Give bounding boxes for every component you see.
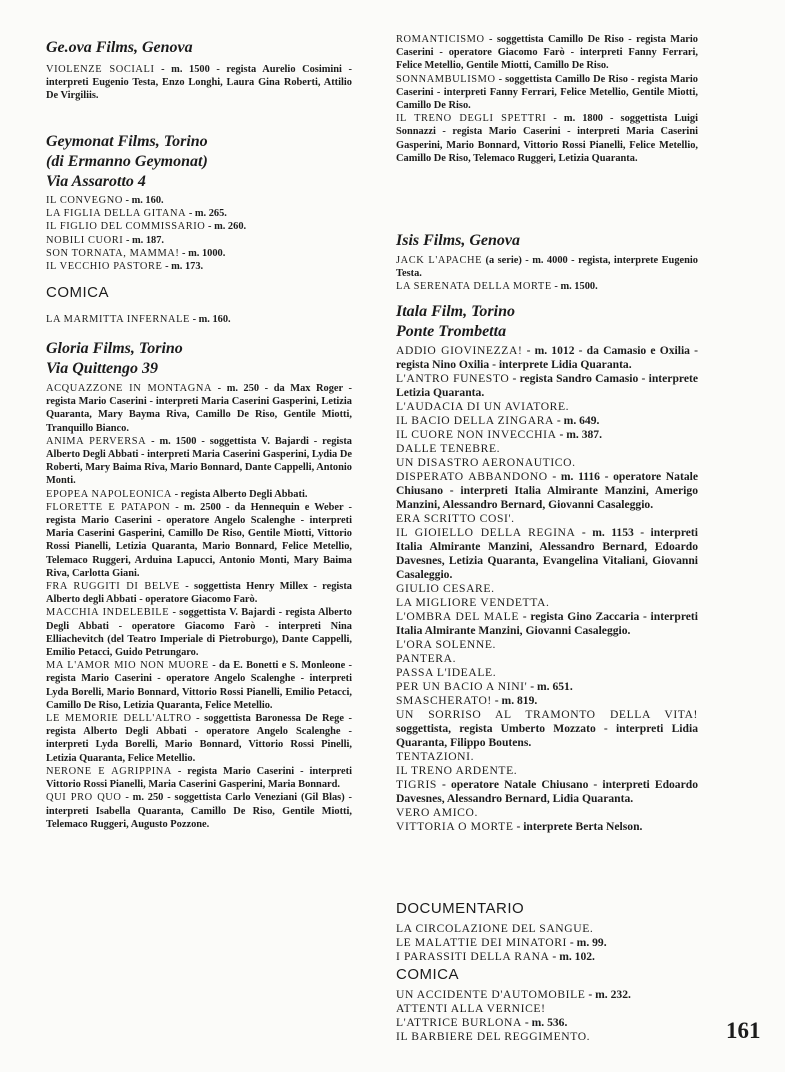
film-title: VIOLENZE SOCIALI xyxy=(46,64,155,75)
film-details: - soggettista V. Bajardi - regista Alberto Degli Abbati - operatore Giacomo Farò - interpreti Nina Elliachevitch (del Teatro Imperiale di Pietroburgo), Dante Cappelli, Emilio Petacci, Guido Petrungaro. xyxy=(46,607,352,659)
film-entry xyxy=(396,400,698,414)
film-title: PASSA L'IDEALE. xyxy=(396,666,497,679)
studio-heading xyxy=(396,302,698,342)
film-details: - m. 1000. xyxy=(179,247,226,259)
film-title: IL GIOIELLO DELLA REGINA xyxy=(396,526,576,539)
film-title: LA MIGLIORE VENDETTA. xyxy=(396,596,550,609)
film-title: LA SERENATA DELLA MORTE xyxy=(396,281,552,293)
film-title: EPOPEA NAPOLEONICA xyxy=(46,488,172,500)
film-details: - regista Sandro Camasio - interprete Letizia Quaranta. xyxy=(396,372,698,399)
film-details: - interprete Berta Nelson. xyxy=(513,820,643,833)
film-details: - m. 1012 - da Camasio e Oxilia - regista Nino Oxilia - interprete Lidia Quaranta. xyxy=(396,344,698,371)
film-title: IL VECCHIO PASTORE xyxy=(46,261,163,273)
genre-heading: COMICA xyxy=(46,284,109,301)
page-number: 161 xyxy=(726,1018,761,1043)
film-details: - m. 99. xyxy=(567,936,607,949)
film-title: UN ACCIDENTE D'AUTOMOBILE xyxy=(396,988,586,1001)
film-details: - soggettista Baronessa De Rege - regista Alberto Degli Abbati - operatore Angelo Scalenghe - interpreti Lyda Borelli, Mario Bonnard, Vittorio Rossi Pinelli, Letizia Quaranta, Felice Metellio. xyxy=(46,713,352,764)
film-entry xyxy=(396,428,698,442)
film-title: LE MEMORIE DELL'ALTRO xyxy=(46,713,192,725)
film-title: I PARASSITI DELLA RANA xyxy=(396,950,550,963)
film-title: L'ANTRO FUNESTO xyxy=(396,372,510,385)
film-title: NOBILI CUORI xyxy=(46,234,124,246)
film-entry xyxy=(46,247,352,260)
film-entry xyxy=(46,659,352,712)
film-list xyxy=(396,344,698,834)
studio-heading-line: Ponte Trombetta xyxy=(396,323,507,340)
film-entry xyxy=(396,582,698,596)
film-entry xyxy=(396,638,698,652)
studio-heading-line: Via Assarotto 4 xyxy=(46,173,146,190)
film-entry xyxy=(46,382,352,435)
film-entry xyxy=(396,596,698,610)
film-details: - soggettista Henry Millex - regista Alberto degli Abbati - operatore Giacomo Farò. xyxy=(46,581,352,606)
film-details: - m. 819. xyxy=(491,694,538,707)
film-title: SONNAMBULISMO xyxy=(396,73,496,85)
film-entry xyxy=(396,666,698,680)
film-entry xyxy=(396,442,698,456)
film-entry xyxy=(396,372,698,400)
film-entry xyxy=(46,580,352,606)
film-details: - m. 1116 - operatore Natale Chiusano - interpreti Italia Almirante Manzini, Amerigo Manzini, Alessandro Bernard, Giovanni Casaleggio. xyxy=(396,470,698,511)
film-title: IL TRENO DEGLI SPETTRI xyxy=(396,113,547,125)
film-entry xyxy=(396,820,698,834)
film-title: UN SORRISO AL TRAMONTO DELLA VITA! xyxy=(396,708,698,721)
film-entry xyxy=(396,680,698,694)
film-title: PER UN BACIO A NINI' xyxy=(396,680,528,693)
film-list xyxy=(46,194,352,273)
film-entry xyxy=(46,63,352,103)
film-details: - m. 1500 - soggettista V. Bajardi - regista Alberto Degli Abbati - interpreti Maria Caserini Gasperini, Lydia De Roberti, Mary Baima Riva, Mario Bonnard, Dante Cappelli, Antonio Monti. xyxy=(46,435,352,487)
film-title: SMASCHERATO! xyxy=(396,694,492,707)
film-list xyxy=(46,313,352,326)
film-entry xyxy=(46,501,352,580)
film-list xyxy=(396,33,698,165)
studio-heading-line: Ge.ova Films, Genova xyxy=(46,39,193,56)
film-title: LA MARMITTA INFERNALE xyxy=(46,314,190,325)
film-title: TENTAZIONI. xyxy=(396,750,475,763)
film-entry xyxy=(46,313,352,326)
film-title: GIULIO CESARE. xyxy=(396,582,495,595)
film-list xyxy=(396,254,698,294)
film-title: FLORETTE E PATAPON xyxy=(46,501,171,513)
film-details: - soggettista Camillo De Riso - regista Mario Caserini - operatore Giacomo Farò - interpreti Fanny Ferrari, Felice Metellio, Gentile Miotti, Camillo De Riso. xyxy=(396,34,698,72)
film-entry xyxy=(396,1016,698,1030)
film-entry xyxy=(396,778,698,806)
film-details: - m. 387. xyxy=(556,428,602,441)
film-title: ATTENTI ALLA VERNICE! xyxy=(396,1002,546,1015)
film-entry xyxy=(396,936,698,950)
studio-heading xyxy=(46,339,352,379)
film-entry xyxy=(396,1002,698,1016)
studio-heading xyxy=(396,231,698,251)
film-title: MACCHIA INDELEBILE xyxy=(46,607,170,619)
film-title: ERA SCRITTO COSI'. xyxy=(396,512,515,525)
film-details: - m. 160. xyxy=(189,314,231,325)
film-details: - m. 1500. xyxy=(551,281,598,293)
film-title: LA CIRCOLAZIONE DEL SANGUE. xyxy=(396,922,594,935)
film-title: SON TORNATA, MAMMA! xyxy=(46,247,180,259)
film-entry xyxy=(396,512,698,526)
film-entry xyxy=(396,456,698,470)
film-entry xyxy=(396,73,698,113)
film-details: - regista Mario Caserini - interpreti Vittorio Rossi Pianelli, Maria Caserini Gasperini, Maria Bonnard. xyxy=(46,765,352,791)
film-details: - m. 160. xyxy=(122,195,164,206)
film-details: - operatore Natale Chiusano - interpreti Edoardo Davesnes, Alessandro Bernard, Lidia Quaranta. xyxy=(396,778,698,805)
film-title: ACQUAZZONE IN MONTAGNA xyxy=(46,383,213,394)
film-entry xyxy=(46,435,352,488)
film-title: TIGRIS xyxy=(396,778,437,791)
film-details: - m. 250 - soggettista Carlo Veneziani (Gil Blas) - interpreti Isabella Quaranta, Camillo De Riso, Gentile Miotti, Telemaco Ruggeri, Augusto Pozzone. xyxy=(46,792,352,830)
studio-heading-line: Gloria Films, Torino xyxy=(46,340,183,357)
film-entry xyxy=(396,922,698,936)
film-entry xyxy=(396,708,698,750)
film-entry xyxy=(46,712,352,765)
film-title: LA FIGLIA DELLA GITANA xyxy=(46,208,187,220)
film-title: DISPERATO ABBANDONO xyxy=(396,470,548,483)
film-entry xyxy=(46,220,352,233)
film-entry xyxy=(46,606,352,659)
film-entry xyxy=(396,652,698,666)
studio-heading xyxy=(46,38,352,58)
film-list xyxy=(396,922,698,964)
film-list xyxy=(46,382,352,831)
film-title: L'ATTRICE BURLONA xyxy=(396,1016,522,1029)
film-entry xyxy=(46,791,352,831)
film-title: ROMANTICISMO xyxy=(396,34,485,45)
film-details: - m. 649. xyxy=(554,414,600,427)
film-title: MA L'AMOR MIO NON MUORE xyxy=(46,660,209,672)
studio-heading-line: (di Ermanno Geymonat) xyxy=(46,153,208,170)
film-details: - m. 250 - da Max Roger - regista Mario Caserini - interpreti Maria Caserini Gasperini, Letizia Quaranta, Mary Bayma Riva, Camillo De Riso, Gentile Miotti, Tranquillo Bianco. xyxy=(46,383,352,434)
film-title: IL CUORE NON INVECCHIA xyxy=(396,428,557,441)
film-title: L'AUDACIA DI UN AVIATORE. xyxy=(396,400,570,413)
film-entry xyxy=(396,694,698,708)
film-title: VITTORIA O MORTE xyxy=(396,820,514,833)
film-entry xyxy=(396,470,698,512)
film-entry xyxy=(396,988,698,1002)
film-title: UN DISASTRO AERONAUTICO. xyxy=(396,456,576,469)
film-title: IL CONVEGNO xyxy=(46,195,123,206)
film-title: NERONE E AGRIPPINA xyxy=(46,765,172,777)
film-details: - m. 1800 - soggettista Luigi Sonnazzi - regista Mario Caserini - interpreti Maria Caserini Gasperini, Mario Bonnard, Vittorio Rossi Pianelli, Felice Metellio, Camillo De Riso, Telemaco Ruggeri, Letizia Quaranta. xyxy=(396,113,699,164)
film-title: QUI PRO QUO xyxy=(46,792,122,804)
film-details: - m. 173. xyxy=(162,261,204,273)
film-title: IL FIGLIO DEL COMMISSARIO xyxy=(46,221,206,233)
film-list xyxy=(46,63,352,103)
film-details: - m. 232. xyxy=(585,988,631,1001)
film-title: IL BACIO DELLA ZINGARA xyxy=(396,414,554,427)
film-entry xyxy=(396,280,698,293)
film-details: - m. 265. xyxy=(186,208,227,220)
film-details: - da E. Bonetti e S. Monleone - regista Mario Caserini - operatore Angelo Scalenghe - interpreti Lyda Borelli, Mario Bonnard, Vittorio Rossi Pianelli, Emilio Petacci, Camillo De Riso, Letizia Quaranta, Felice Metellio. xyxy=(46,660,352,711)
film-entry xyxy=(396,1030,698,1044)
film-details: - m. 1500 - regista Aurelio Cosimini - interpreti Eugenio Testa, Enzo Longhi, Laura Gina Roberti, Attilio De Virgiliis. xyxy=(46,64,352,102)
film-entry xyxy=(46,260,352,273)
film-entry xyxy=(396,610,698,638)
film-entry xyxy=(396,750,698,764)
film-entry xyxy=(396,254,698,280)
film-entry xyxy=(396,344,698,372)
film-entry xyxy=(46,207,352,220)
film-title: PANTERA. xyxy=(396,652,457,665)
film-details: - regista Alberto Degli Abbati. xyxy=(171,488,308,500)
film-title: FRA RUGGITI DI BELVE xyxy=(46,581,180,593)
film-entry xyxy=(46,194,352,207)
film-entry xyxy=(396,414,698,428)
film-details: soggettista, regista Umberto Mozzato - interpreti Lidia Quaranta, Filippo Boutens. xyxy=(396,722,698,749)
film-title: LE MALATTIE DEI MINATORI xyxy=(396,936,567,949)
film-title: VERO AMICO. xyxy=(396,806,478,819)
film-entry xyxy=(46,765,352,791)
film-title: ADDIO GIOVINEZZA! xyxy=(396,344,523,357)
film-details: (a serie) - m. 4000 - regista, interprete Eugenio Testa. xyxy=(396,255,698,280)
film-details: - m. 102. xyxy=(549,950,595,963)
film-list xyxy=(396,988,698,1044)
film-title: IL BARBIERE DEL REGGIMENTO. xyxy=(396,1030,591,1043)
film-entry xyxy=(396,526,698,582)
film-details: - m. 536. xyxy=(521,1016,568,1029)
film-details: - regista Gino Zaccaria - interpreti Italia Almirante Manzini, Giovanni Casaleggio. xyxy=(396,610,698,637)
studio-heading xyxy=(46,132,352,192)
film-entry xyxy=(46,488,352,501)
film-details: - m. 2500 - da Hennequin e Weber - regista Mario Caserini - operatore Angelo Scalenghe - interpreti Maria Caserini Gasperini, Camillo De Riso, Gentile Miotti, Vittorio Rossi Pianelli, Letizia Quaranta, Mario Bonnard, Felice Metellio, Telemaco Ruggeri, Arduina Lapucci, Antonio Monti, Mary Baima Riva, Carlotta Giani. xyxy=(46,501,352,579)
film-details: - soggettista Camillo De Riso - regista Mario Caserini - interpreti Fanny Ferrari, Felice Metellio, Gentile Miotti, Camillo De Riso. xyxy=(396,73,698,112)
genre-heading: COMICA xyxy=(396,966,459,983)
film-details: - m. 651. xyxy=(527,680,573,693)
film-entry xyxy=(396,806,698,820)
film-title: IL TRENO ARDENTE. xyxy=(396,764,518,777)
genre-heading: DOCUMENTARIO xyxy=(396,900,525,917)
studio-heading-line: Itala Film, Torino xyxy=(396,303,515,320)
film-entry xyxy=(396,112,698,165)
film-title: JACK L'APACHE xyxy=(396,255,483,266)
film-title: DALLE TENEBRE. xyxy=(396,442,501,455)
studio-heading-line: Isis Films, Genova xyxy=(396,232,521,249)
film-entry xyxy=(396,33,698,73)
film-title: ANIMA PERVERSA xyxy=(46,435,147,447)
studio-heading-line: Via Quittengo 39 xyxy=(46,360,159,377)
film-title: L'OMBRA DEL MALE xyxy=(396,610,520,623)
studio-heading-line: Geymonat Films, Torino xyxy=(46,133,208,150)
film-details: - m. 187. xyxy=(123,234,165,246)
film-details: - m. 260. xyxy=(205,221,247,233)
film-entry xyxy=(46,234,352,247)
film-entry xyxy=(396,950,698,964)
film-details: - m. 1153 - interpreti Italia Almirante Manzini, Alessandro Bernard, Edoardo Davesnes, Letizia Quaranta, Evangelina Vitaliani, Giovanni Casaleggio. xyxy=(396,526,698,581)
film-title: L'ORA SOLENNE. xyxy=(396,638,497,651)
film-entry xyxy=(396,764,698,778)
